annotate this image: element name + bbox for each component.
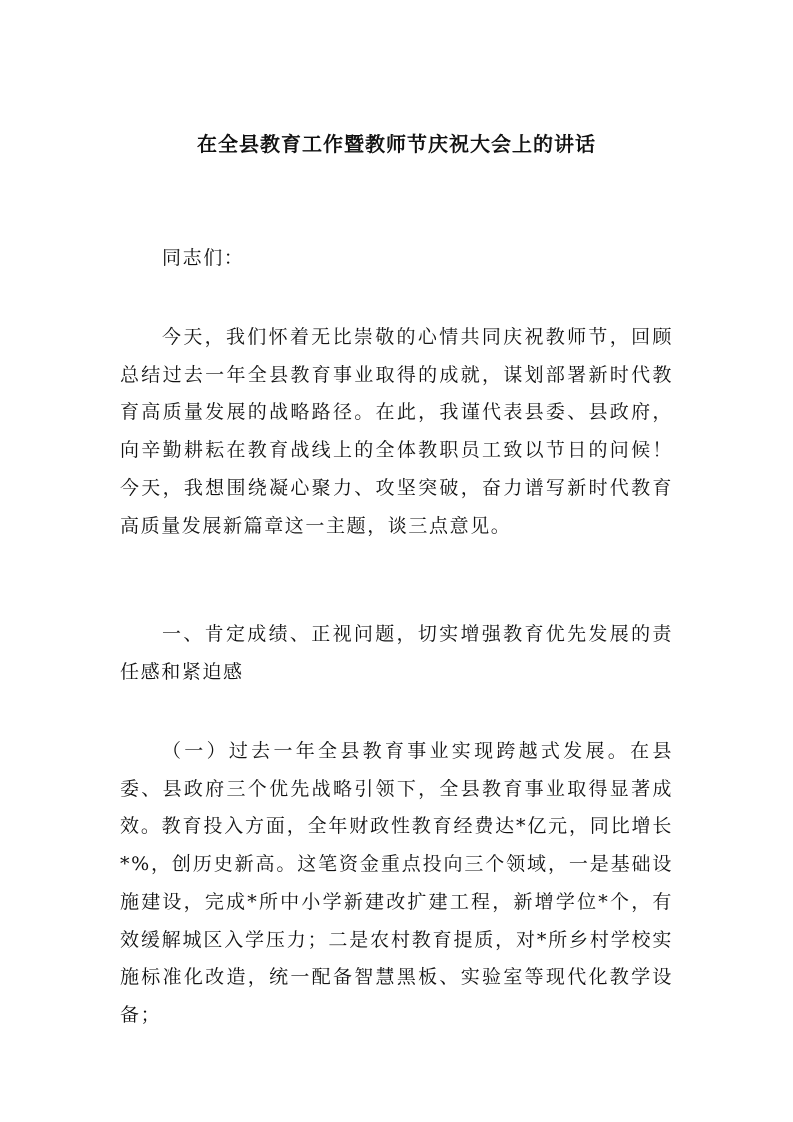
subsection-paragraph-1: （一）过去一年全县教育事业实现跨越式发展。在县委、县政府三个优先战略引领下，全县教育事业取得显著成效。教育投入方面，全年财政性教育经费达*亿元，同比增长*%，创历史新高。这笔资金重点投向三个领域，一是基础设施建设，完成*所中小学新建改扩建工程，新增学位*个，有效缓解城区入学压力；二是农村教育提质，对*所乡村学校实施标准化改造，统一配备智慧黑板、实验室等现代化教学设备； — [120, 740, 673, 1026]
document-title: 在全县教育工作暨教师节庆祝大会上的讲话 — [197, 132, 596, 156]
section-heading-1: 一、肯定成绩、正视问题，切实增强教育优先发展的责任感和紧迫感 — [120, 623, 673, 683]
salutation: 同志们： — [162, 247, 245, 269]
opening-paragraph: 今天，我们怀着无比崇敬的心情共同庆祝教师节，回顾总结过去一年全县教育事业取得的成就，谋划部署新时代教育高质量发展的战略路径。在此，我谨代表县委、县政府，向辛勤耕耘在教育战线上的全体教职员工致以节日的问候！今天，我想围绕凝心聚力、攻坚突破，奋力谱写新时代教育高质量发展新篇章这一主题，谈三点意见。 — [120, 326, 673, 537]
